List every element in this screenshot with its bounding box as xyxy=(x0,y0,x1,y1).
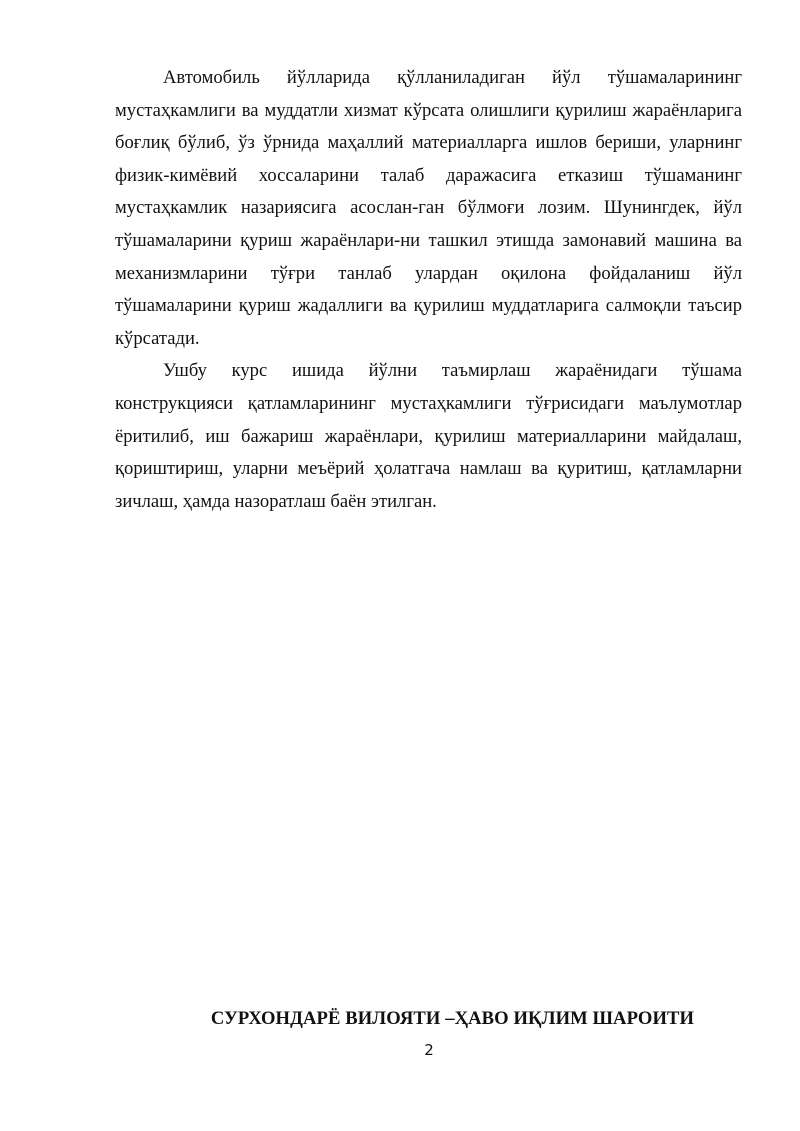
paragraph-course-work: Ушбу курс ишида йўлни таъмирлаш жараёнидаги тўшама конструкцияси қатламларининг мустаҳкамлиги тўғрисидаги маълумотлар ёритилиб, иш бажариш жараёнлари, қурилиш материалларини майдалаш, қориштириш, уларни меъёрий ҳолатгача намлаш ва қуритиш, қатламларни зичлаш, ҳамда назоратлаш баён этилган. xyxy=(115,360,742,512)
paragraph-intro: Автомобиль йўлларида қўлланиладиган йўл тўшамаларининг мустаҳкамлиги ва муддатли хизмат кўрсата олишлиги қурилиш жараёнларига боғлиқ бўлиб, ўз ўрнида маҳаллий материалларга ишлов бериши, уларнинг физик-кимёвий хоссаларини талаб даражасига етказиш тўшаманинг мустаҳкамлик назариясига асослан-ган бўлмоғи лозим. Шунингдек, йўл тўшамаларини қуриш жараёнлари-ни ташкил этишда замонавий машина ва механизмларини тўғри танлаб улардан оқилона фойдаланиш йўл тўшамаларини қуриш жадаллиги ва қурилиш муддатларига салмоқли таъсир кўрсатади. xyxy=(115,67,742,349)
page-number: 2 xyxy=(424,1041,434,1059)
section-heading: СУРХОНДАРЁ ВИЛОЯТИ –ҲАВО ИҚЛИМ ШАРОИТИ xyxy=(210,1008,695,1029)
body-text xyxy=(115,62,742,518)
